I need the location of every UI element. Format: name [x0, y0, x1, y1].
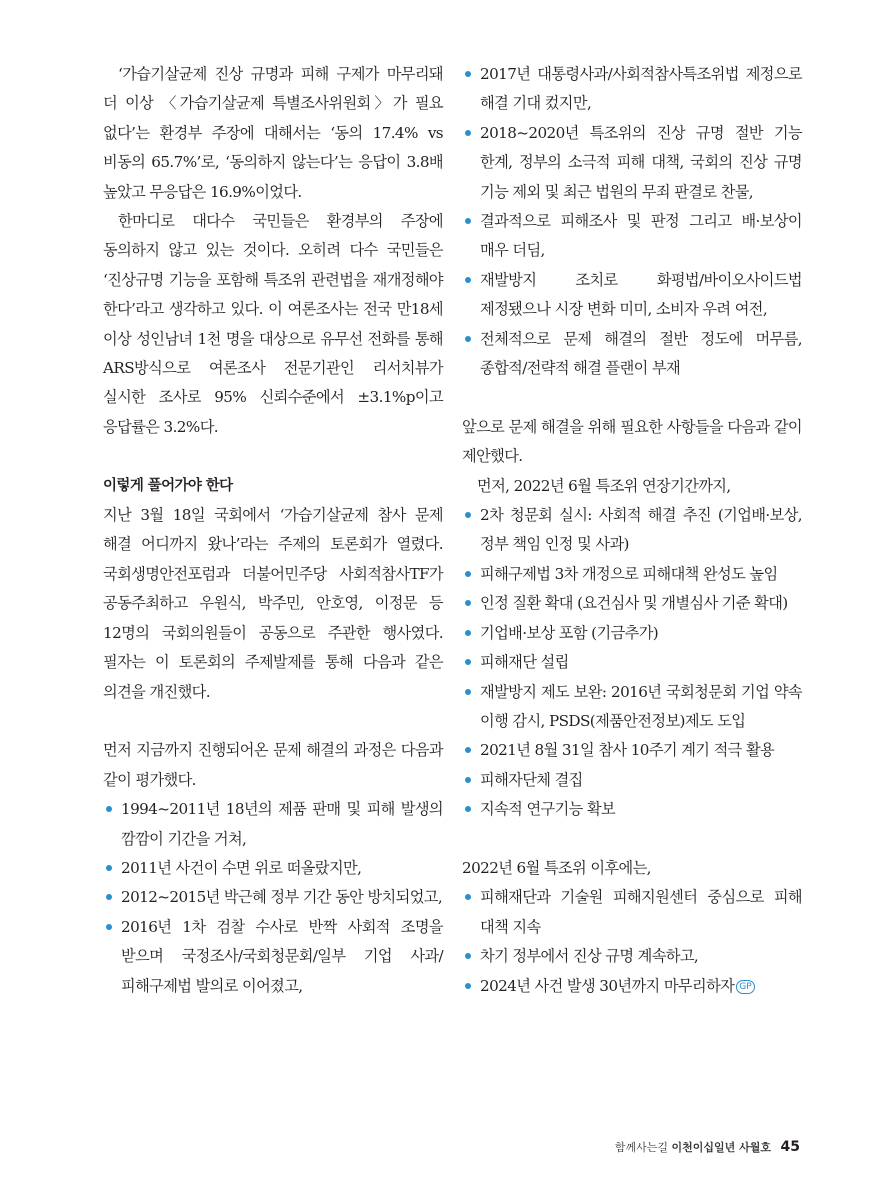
page-footer [615, 1139, 800, 1155]
bullet-icon [465, 630, 471, 636]
bullet-icon [465, 571, 471, 577]
left-column [103, 60, 443, 1001]
bullet-icon [465, 71, 471, 77]
bullet-icon [465, 747, 471, 753]
bullet-icon [465, 806, 471, 812]
footer-label: 함께사는길 [614, 1141, 669, 1154]
list-item: 재발방지 제도 보완: 2016년 국회청문회 기업 약속 이행 감시, PSDS(제품안전정보)제도 도입 [462, 678, 802, 737]
list-item: 2016년 1차 검찰 수사로 반짝 사회적 조명을 받으며 국정조사/국회청문회/일부 기업 사과/피해구제법 발의로 이어졌고, [103, 913, 443, 1001]
bullet-list [462, 60, 802, 383]
bullet-icon [106, 865, 112, 871]
bullet-list [462, 501, 802, 824]
paragraph: 한마디로 대다수 국민들은 환경부의 주장에 동의하지 않고 있는 것이다. 오히려 다수 국민들은 ‘진상규명 기능을 포함해 특조위 관련법을 재개정해야 한다’라고 생각하고 있다. 이 여론조사는 전국 만18세 이상 성인남녀 1천 명을 대상으로 유무선 전화를 통해 ARS방식으로 여론조사 전문기관인 리서치뷰가 실시한 조사로 95% 신뢰수준에서 ±3.1%p이고 응답률은 3.2%다. [103, 212, 443, 436]
paragraph: 앞으로 문제 해결을 위해 필요한 사항들을 다음과 같이 제안했다. [462, 417, 802, 466]
footer-publication: 이천이십일년 사월호 [671, 1141, 772, 1154]
paragraph: 먼저, 2022년 6월 특조위 연장기간까지, [477, 476, 731, 495]
paragraph: 지난 3월 18일 국회에서 ‘가습기살균제 참사 문제 해결 어디까지 왔나’라는 주제의 토론회가 열렸다. 국회생명안전포럼과 더불어민주당 사회적참사TF가 공동주최하고 우원식, 박주민, 안호영, 이정문 등 12명의 국회의원들이 공동으로 주관한 행사였다. 필자는 이 토론회의 주제발제를 통해 다음과 같은 의견을 개진했다. [103, 506, 443, 701]
paragraph: 먼저 지금까지 진행되어온 문제 해결의 과정은 다음과 같이 평가했다. [103, 741, 443, 789]
list-item: 2012~2015년 박근혜 정부 기간 동안 방치되었고, [103, 883, 443, 912]
bullet-list [462, 883, 802, 1001]
paragraph: ‘가습기살균제 진상 규명과 피해 구제가 마무리돼 더 이상 〈가습기살균제 특별조사위원회〉가 필요 없다’는 환경부 주장에 대해서는 ‘동의 17.4% vs 비동의 65.7%’로, ‘동의하지 않는다’는 응답이 3.8배 높았고 무응답은 16.9%이었다. [103, 65, 443, 201]
bullet-list [103, 795, 443, 1001]
list-item: 2차 청문회 실시: 사회적 해결 추진 (기업배·보상, 정부 책임 인정 및 사과) [462, 501, 802, 560]
list-item: 2018~2020년 특조위의 진상 규명 절반 기능 한계, 정부의 소극적 피해 대책, 국회의 진상 규명 기능 제외 및 최근 법원의 무죄 판결로 찬물, [462, 119, 802, 207]
bullet-icon [465, 218, 471, 224]
paragraph: 2022년 6월 특조위 이후에는, [462, 858, 651, 877]
right-column [462, 60, 802, 1001]
section-heading: 이렇게 풀어가야 한다 [103, 477, 233, 494]
bullet-icon [465, 953, 471, 959]
end-mark-icon: GP [736, 980, 754, 994]
list-item: 피해구제법 3차 개정으로 피해대책 완성도 높임 [462, 560, 802, 589]
list-item: 결과적으로 피해조사 및 판정 그리고 배·보상이 매우 더딤, [462, 207, 802, 266]
bullet-icon [465, 777, 471, 783]
list-item: 피해자단체 결집 [462, 766, 802, 795]
list-item: 2021년 8월 31일 참사 10주기 계기 적극 활용 [462, 736, 802, 765]
list-item: 피해재단과 기술원 피해지원센터 중심으로 피해 대책 지속 [462, 883, 802, 942]
bullet-icon [465, 600, 471, 606]
list-item: 2017년 대통령사과/사회적참사특조위법 제정으로 해결 기대 컸지만, [462, 60, 802, 119]
page-number: 45 [780, 1139, 800, 1155]
bullet-icon [465, 659, 471, 665]
list-item: 전체적으로 문제 해결의 절반 정도에 머무름, 종합적/전략적 해결 플랜이 부재 [462, 325, 802, 384]
bullet-icon [465, 336, 471, 342]
list-item: 재발방지 조치로 화평법/바이오사이드법 제정됐으나 시장 변화 미미, 소비자 우려 여전, [462, 266, 802, 325]
bullet-icon [465, 689, 471, 695]
list-item: 2024년 사건 발생 30년까지 마무리하자 GP [462, 972, 802, 1001]
list-item: 지속적 연구기능 확보 [462, 795, 802, 824]
list-item: 2011년 사건이 수면 위로 떠올랐지만, [103, 854, 443, 883]
bullet-icon [106, 894, 112, 900]
list-item: 1994~2011년 18년의 제품 판매 및 피해 발생의 깜깜이 기간을 거쳐, [103, 795, 443, 854]
bullet-icon [465, 894, 471, 900]
bullet-icon [465, 983, 471, 989]
bullet-icon [465, 512, 471, 518]
list-item: 기업배·보상 포함 (기금추가) [462, 619, 802, 648]
list-item: 인정 질환 확대 (요건심사 및 개별심사 기준 확대) [462, 589, 802, 618]
bullet-icon [106, 924, 112, 930]
bullet-icon [465, 277, 471, 283]
list-item: 차기 정부에서 진상 규명 계속하고, [462, 942, 802, 971]
bullet-icon [106, 806, 112, 812]
list-item: 피해재단 설립 [462, 648, 802, 677]
bullet-icon [465, 130, 471, 136]
